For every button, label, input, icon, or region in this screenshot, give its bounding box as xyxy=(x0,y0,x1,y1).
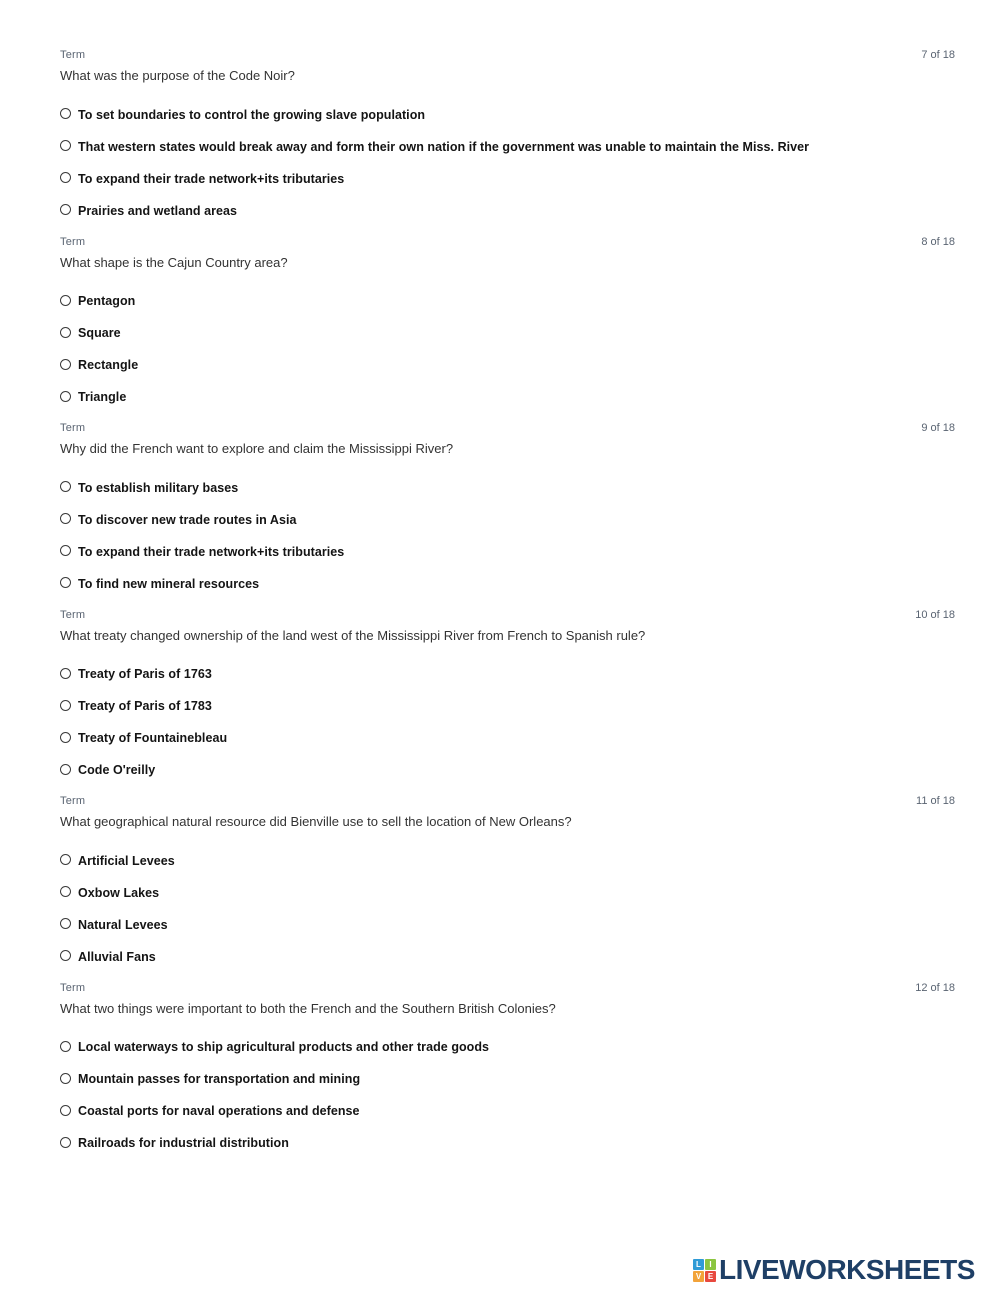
answer-option[interactable] xyxy=(60,1127,955,1159)
answer-option[interactable] xyxy=(60,690,955,722)
answer-options xyxy=(60,845,955,973)
answer-option-label: Prairies and wetland areas xyxy=(78,203,238,218)
question-prompt: What two things were important to both the French and the Southern British Colonies? xyxy=(60,1000,556,1016)
answer-option-label: Railroads for industrial distribution xyxy=(78,1136,289,1151)
logo-letter: I xyxy=(705,1259,716,1270)
answer-option[interactable] xyxy=(60,1063,955,1095)
answer-option-label: Treaty of Paris of 1763 xyxy=(78,667,212,682)
answer-option[interactable] xyxy=(60,845,955,877)
answer-option[interactable] xyxy=(60,536,955,568)
question-prompt: What shape is the Cajun Country area? xyxy=(60,254,288,270)
answer-option[interactable] xyxy=(60,1032,955,1064)
answer-option-label: That western states would break away and form their own nation if the government was unable to maintain the Miss. River xyxy=(78,139,810,154)
answer-option[interactable] xyxy=(60,163,955,195)
radio-button-icon[interactable] xyxy=(60,950,71,961)
answer-option-label: Oxbow Lakes xyxy=(78,885,160,900)
radio-button-icon[interactable] xyxy=(60,1105,71,1116)
answer-option[interactable] xyxy=(60,99,955,131)
answer-options xyxy=(60,659,955,787)
answer-option[interactable] xyxy=(60,472,955,504)
answer-option-label: To expand their trade network+its tributaries xyxy=(78,544,345,559)
question-counter: 10 of 18 xyxy=(915,608,955,621)
radio-button-icon[interactable] xyxy=(60,391,71,402)
radio-button-icon[interactable] xyxy=(60,513,71,524)
answer-option-label: Square xyxy=(78,326,121,341)
brand-name: LIVEWORKSHEETS xyxy=(719,1254,975,1285)
answer-option-label: To expand their trade network+its tributaries xyxy=(78,171,345,186)
liveworksheets-logo-icon xyxy=(693,1259,716,1282)
question-header xyxy=(60,418,955,438)
term-label: Term xyxy=(60,235,86,248)
question-card xyxy=(60,605,955,792)
logo-letter: V xyxy=(693,1271,704,1282)
answer-option[interactable] xyxy=(60,286,955,318)
term-label: Term xyxy=(60,49,86,61)
radio-button-icon[interactable] xyxy=(60,140,71,151)
answer-option-label: Rectangle xyxy=(78,358,139,373)
radio-button-icon[interactable] xyxy=(60,108,71,119)
term-label: Term xyxy=(60,981,86,994)
answer-option-label: To find new mineral resources xyxy=(78,576,260,591)
answer-option[interactable] xyxy=(60,754,955,786)
term-label: Term xyxy=(60,795,86,807)
answer-option[interactable] xyxy=(60,568,955,600)
answer-option[interactable] xyxy=(60,659,955,691)
term-label: Term xyxy=(60,422,86,434)
radio-button-icon[interactable] xyxy=(60,545,71,556)
answer-option-label: Alluvial Fans xyxy=(78,949,156,964)
term-label: Term xyxy=(60,608,86,621)
answer-option[interactable] xyxy=(60,349,955,381)
answer-option-label: Artificial Levees xyxy=(78,853,175,868)
radio-button-icon[interactable] xyxy=(60,886,71,897)
radio-button-icon[interactable] xyxy=(60,668,71,679)
question-prompt: What geographical natural resource did Bienville use to sell the location of New Orleans? xyxy=(60,814,572,829)
answer-option[interactable] xyxy=(60,195,955,227)
logo-letter: L xyxy=(693,1259,704,1270)
answer-option-label: Code O'reilly xyxy=(78,763,156,778)
question-counter: 12 of 18 xyxy=(915,981,955,994)
question-header xyxy=(60,232,955,252)
answer-option[interactable] xyxy=(60,909,955,941)
radio-button-icon[interactable] xyxy=(60,359,71,370)
question-card xyxy=(60,978,955,1165)
radio-button-icon[interactable] xyxy=(60,854,71,865)
question-counter: 8 of 18 xyxy=(921,235,955,248)
question-prompt: Why did the French want to explore and claim the Mississippi River? xyxy=(60,441,454,456)
answer-option-label: Local waterways to ship agricultural products and other trade goods xyxy=(78,1040,490,1055)
radio-button-icon[interactable] xyxy=(60,700,71,711)
radio-button-icon[interactable] xyxy=(60,204,71,215)
radio-button-icon[interactable] xyxy=(60,1041,71,1052)
radio-button-icon[interactable] xyxy=(60,732,71,743)
question-prompt: What treaty changed ownership of the land west of the Mississippi River from French to Spanish rule? xyxy=(60,627,646,643)
logo-letter: E xyxy=(705,1271,716,1282)
radio-button-icon[interactable] xyxy=(60,172,71,183)
radio-button-icon[interactable] xyxy=(60,1073,71,1084)
answer-option-label: Natural Levees xyxy=(78,917,168,932)
question-header xyxy=(60,791,955,811)
answer-option[interactable] xyxy=(60,877,955,909)
answer-option-label: Treaty of Paris of 1783 xyxy=(78,699,212,714)
answer-option-label: Mountain passes for transportation and mining xyxy=(78,1072,361,1087)
question-counter: 11 of 18 xyxy=(916,795,955,807)
question-header xyxy=(60,605,955,625)
answer-option[interactable] xyxy=(60,941,955,973)
question-card xyxy=(60,232,955,419)
question-prompt: What was the purpose of the Code Noir? xyxy=(60,68,295,83)
question-card xyxy=(60,418,955,605)
answer-option-label: Triangle xyxy=(78,390,127,405)
answer-option[interactable] xyxy=(60,131,955,163)
answer-option-label: Coastal ports for naval operations and defense xyxy=(78,1104,360,1119)
answer-option[interactable] xyxy=(60,381,955,413)
question-counter: 9 of 18 xyxy=(921,422,955,434)
answer-options xyxy=(60,286,955,414)
question-card xyxy=(60,45,955,232)
answer-option-label: Treaty of Fountainebleau xyxy=(78,731,228,746)
answer-option[interactable] xyxy=(60,722,955,754)
radio-button-icon[interactable] xyxy=(60,1137,71,1148)
answer-option-label: To set boundaries to control the growing slave population xyxy=(78,107,426,122)
brand-logo xyxy=(693,1255,975,1285)
radio-button-icon[interactable] xyxy=(60,481,71,492)
answer-options xyxy=(60,99,955,227)
radio-button-icon[interactable] xyxy=(60,764,71,775)
radio-button-icon[interactable] xyxy=(60,577,71,588)
question-card xyxy=(60,791,955,978)
answer-option[interactable] xyxy=(60,317,955,349)
radio-button-icon[interactable] xyxy=(60,295,71,306)
answer-option-label: Pentagon xyxy=(78,294,136,309)
quiz-list xyxy=(60,45,955,1164)
question-header xyxy=(60,978,955,998)
question-header xyxy=(60,45,955,65)
answer-option[interactable] xyxy=(60,504,955,536)
answer-options xyxy=(60,472,955,600)
radio-button-icon[interactable] xyxy=(60,327,71,338)
question-counter: 7 of 18 xyxy=(921,49,955,61)
answer-options xyxy=(60,1032,955,1160)
answer-option-label: To discover new trade routes in Asia xyxy=(78,512,297,527)
answer-option-label: To establish military bases xyxy=(78,480,239,495)
radio-button-icon[interactable] xyxy=(60,918,71,929)
answer-option[interactable] xyxy=(60,1095,955,1127)
